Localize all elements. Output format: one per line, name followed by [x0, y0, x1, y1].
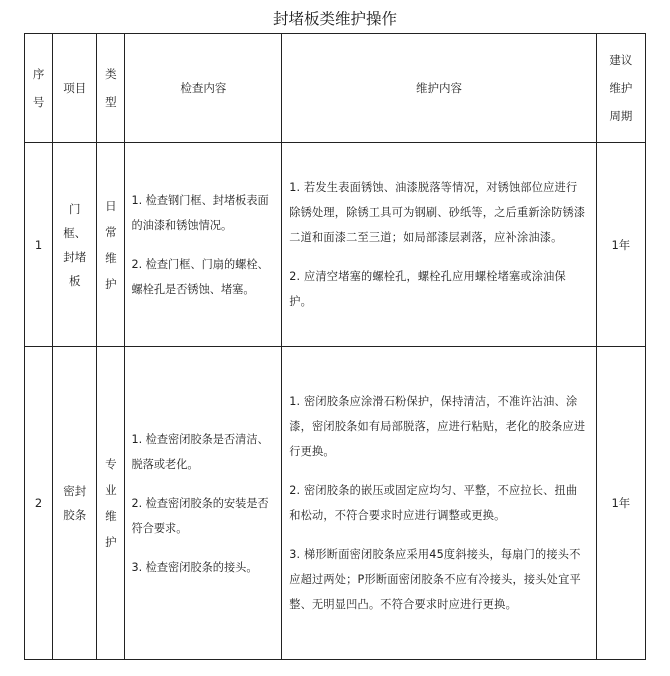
row-type-part: 常: [105, 224, 117, 239]
check-item: 3. 检查密闭胶条的接头。: [131, 560, 258, 574]
row-type-part: 维: [105, 250, 117, 265]
maint-item: 3. 梯形断面密闭胶条应采用45度斜接头，每扇门的接头不应超过两处；P形断面密闭胶条不应有冷接头，接头处宜平整、无明显凹凸。不符合要求时应进行更换。: [289, 548, 581, 611]
header-cycle-part: 建议: [609, 53, 633, 67]
row-item-part: 密封: [63, 484, 87, 498]
check-item: 2. 检查密闭胶条的安装是否符合要求。: [131, 496, 269, 535]
header-type: [97, 34, 125, 143]
row-maint: [282, 347, 597, 660]
header-no: [25, 34, 53, 143]
row-type-part: 日: [105, 198, 117, 213]
header-type-part: 类: [105, 67, 117, 81]
row-type-part: 专: [105, 457, 117, 471]
maint-item: 2. 应清空堵塞的螺栓孔，螺栓孔应用螺栓堵塞或涂油保护。: [289, 270, 566, 308]
row-type: [97, 347, 125, 660]
header-no-part: 序: [32, 67, 45, 81]
row-item-part: 封堵: [63, 249, 87, 264]
check-item: 1. 检查钢门框、封堵板表面的油漆和锈蚀情况。: [131, 193, 269, 232]
row-item: [53, 347, 97, 660]
table-row: [25, 347, 646, 660]
header-no-part: 号: [32, 95, 45, 109]
row-type-part: 护: [105, 276, 117, 291]
maint-item: 1. 若发生表面锈蚀、油漆脱落等情况，对锈蚀部位应进行除锈处理，除锈工具可为钢刷、砂纸等，之后重新涂防锈漆二道和面漆二至三道；如局部漆层剥落，应补涂油漆。: [289, 181, 586, 244]
header-check: 检查内容: [125, 34, 282, 143]
row-no: 1: [25, 143, 53, 347]
row-item-part: 板: [68, 273, 81, 288]
row-no: 2: [25, 347, 53, 660]
header-type-part: 型: [105, 95, 117, 109]
row-cycle: 1年: [596, 143, 645, 347]
row-type-part: 护: [105, 535, 117, 549]
maint-item: 2. 密闭胶条的嵌压或固定应均匀、平整，不应拉长、扭曲和松动，不符合要求时应进行调整或更换。: [289, 484, 578, 522]
check-item: 1. 检查密闭胶条是否清洁、脱落或老化。: [131, 432, 269, 471]
header-cycle-part: 维护: [609, 81, 633, 95]
row-check: [125, 143, 282, 347]
check-item: 2. 检查门框、门扇的螺栓、螺栓孔是否锈蚀、堵塞。: [131, 257, 269, 296]
row-type: [97, 143, 125, 347]
row-maint: [282, 143, 597, 347]
table-title: 封堵板类维护操作: [272, 10, 397, 28]
row-item-part: 胶条: [63, 508, 87, 522]
maint-item: 1. 密闭胶条应涂滑石粉保护，保持清洁，不准许沾油、涂漆，密闭胶条如有局部脱落，应进行粘贴，老化的胶条应进行更换。: [289, 395, 586, 458]
header-row: [25, 34, 646, 143]
row-cycle: 1年: [596, 347, 645, 660]
header-cycle: [596, 34, 645, 143]
row-item-part: 门: [68, 201, 81, 216]
row-type-part: 业: [105, 483, 117, 497]
row-check: [125, 347, 282, 660]
row-item: [53, 143, 97, 347]
header-cycle-part: 周期: [609, 109, 633, 123]
header-item: 项目: [53, 34, 97, 143]
row-item-part: 框、: [63, 225, 87, 240]
header-maint: 维护内容: [282, 34, 597, 143]
row-type-part: 维: [105, 509, 117, 523]
table-row: [25, 143, 646, 347]
maintenance-table: [24, 33, 646, 660]
